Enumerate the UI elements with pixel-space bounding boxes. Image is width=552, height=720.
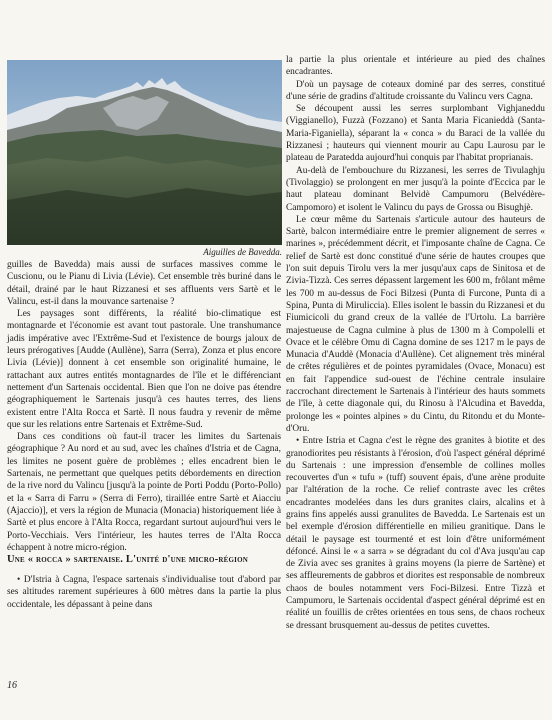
mountain-landscape-image	[7, 60, 282, 245]
paragraph: Se découpent aussi les serres surplombant Vighjaneddu (Viggianello), Fuzzà (Fozzano) et Santa Maria Ficanieddà (Santa-Maria-Figaniella), séparant la « conca » du Baraci de la vallée du Rizzanesi ; hauteurs qui viennent mourir au Capu Laurosu par le plateau de Paratedda aujourd'hui conquis par l'habitat proprianais.	[286, 104, 545, 164]
mountain-photo	[7, 60, 282, 245]
photo-caption: Aiguilles de Bavedda.	[203, 247, 282, 257]
section-heading: Une « rocca » sartenaise. L'unité d'une micro-région	[7, 554, 248, 565]
left-column-top	[7, 259, 281, 554]
paragraph: la partie la plus orientale et intérieure au pied des chaînes encadrantes.	[286, 55, 545, 78]
paragraph: Dans ces conditions où faut-il tracer les limites du Sartenais géographique ? Au nord et au sud, avec les chaînes d'Istria et de Cagna, les limites ne posent guère de problèmes ; elles encadrent bien le Sartenais, ne permettant que quelques petits débordements en direction de la rive nord du Valincu [jusqu'à la pointe de Porti Poddu (Porto-Pollo) et la « Sarra di Farru » (Serra di Ferro), tiraillée entre Sartè et Aiacciu (Ajaccio)], et vers la région de Munacia (Monacia) historiquement liée à Sartè et plus encore à l'Alta Rocca, regardant surtout aujourd'hui vers le Porto-Vecchiais. Vers l'intérieur, les hautes terres de l'Alta Rocca échappent à notre micro-région.	[7, 432, 281, 553]
paragraph: • D'Istria à Cagna, l'espace sartenais s'individualise tout d'abord par ses altitudes rarement supérieures à 600 mètres dans la partie la plus occidentale, les dépassant à peine dans	[7, 575, 281, 610]
paragraph: guilles de Bavedda) mais aussi de surfaces massives comme le Cuscionu, ou le Pianu di Livia (Lévie). Cet ensemble très buriné dans le détail, drainé par le haut Rizzanesi et ses affluents vers Sartè et le Valincu, est-il dans la mouvance sartenaise ?	[7, 260, 281, 307]
left-column-bottom	[7, 574, 281, 611]
paragraph: Le cœur même du Sartenais s'articule autour des hauteurs de Sartè, balcon intermédiaire entre le premier alignement de serres « marines », précédemment décrit, et l'imposante chaîne de Cagna. Ce relief de Sartè est donc constitué d'une série de hautes croupes que l'on suit depuis Tirolu vers la mer jusqu'aux caps de Sinitosa et de Zivia-Tizzà. Ces serres dépassent largement les 600 m, frôlant même les 700 m au-dessus de Foci Bilzesi (Punta di Furcone, Punta di a Spina, Punta di Miruliccia). Elles isolent le bassin du Rizzanesi et du Fiumicicoli du grand creux de la vallée de l'Urtolu. La barrière majestueuse de Cagna culmine à plus de 1300 m à Compolelli et Ovace et le célèbre Omu di Cagna domine de ses 1217 m le pays de Munacia d'Auddè (Monacia d'Aullène). Cet alignement très minéral de crêtes régulières et de pointes pyramidales (Ovace, Monacu) est en fait l'appendice sud-ouest de l'échine centrale insulaire raccrochant directement le Sartenais à l'intérieur des hauts sommets de l'île, à cette diagonale qui, du Rinosu à l'Alcudina et Bavedda, prolonge les « pointes alpines » du Cintu, du Ritondu et du Monte-d'Oru.	[286, 214, 545, 434]
paragraph: Les paysages sont différents, la réalité bio-climatique est montagnarde et l'économie est avant tout pastorale. Une transhumance jadis impérative avec l'Extrême-Sud et l'existence de bourgs jaloux de leurs prérogatives [Audde (Aullène), Sarra (Serra), Zonza et plus encore Livia (Lévie)] donnent à cet ensemble son originalité humaine, le rattachant aux autres entités montagnardes de l'île et le différenciant nettement d'un Sartenais occidental. Bien que l'on ne doive pas étendre géographiquement le Sartenais jusqu'à ces hautes terres, des liens existent entre l'Alta Rocca et Sartè. Il nous faudra y revenir de même que sur les relations entre Sartenais et Extrême-Sud.	[7, 309, 281, 430]
paragraph: D'où un paysage de coteaux dominé par des serres, constitué d'une série de gradins d'altitude croissante du Valincu vers Cagna.	[286, 79, 545, 102]
right-column	[286, 54, 545, 632]
paragraph: Au-delà de l'embouchure du Rizzanesi, les serres de Tivulaghju (Tivolaggio) se prolongent en mer jusqu'à la pointe d'Eccica par le haut plateau dominant Belvidè Campumoru (Belvédère-Campomoro) et isolent le Valincu du pays de Grossa ou Bisughjè.	[286, 165, 545, 213]
paragraph: • Entre Istria et Cagna c'est le règne des granites à biotite et des granodiorites peu résistants à l'érosion, d'où l'aspect général déprimé du Sartenais : une impression d'ensemble de collines molles recouvertes d'un « tufu » (tuff) souvent épais, d'une arène produite par l'altération de la roche. Ce relief contraste avec les crêtes encadrantes modelées dans les durs granites clairs, alcalins et à grains fins appelés aussi granulites de Bavedda. Le Sartenais est un bel exemple d'érosion différentielle en milieu granitique. Dans le détail le paysage est tourmenté et est loin d'être uniformément défoncé. Ainsi le « a sarra » se dégradant du col d'Ava jusqu'au cap de Zivia avec ses granites à grains moyens (la pierre de Sartène) et ses affleurements de gabbros et diorites est responsable de nombreux chaos de boules notamment vers Foci-Bilzesi. Entre Tizzà et Campumoru, le Sartenais occidental d'aspect général déprimé est en réalité un fouillis de crêtes orientées en tous sens, de chaos rocheux se dressant brusquement au-dessus de petites cuvettes.	[286, 436, 545, 631]
page-number: 16	[7, 680, 17, 691]
